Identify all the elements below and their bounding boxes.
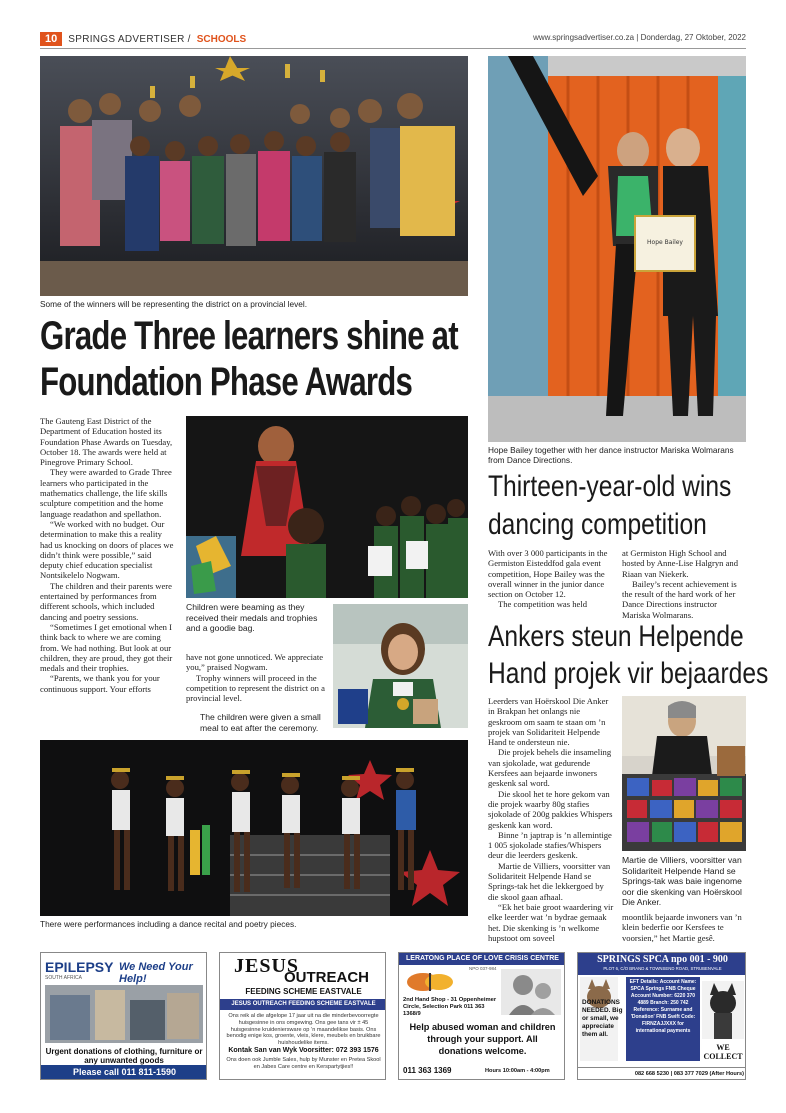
leratong-reg: NPO 037-984 <box>469 966 497 971</box>
donation-photo-caption: Martie de Villiers, voorsitter van Solidariteit Helpende Hand se Springs-tak was baie ingenome oor die skenking van Hoërskool Die Anker. <box>622 855 742 907</box>
story3-paragraph: “Ek het baie groot waardering vir elke leerder wat ’n bydrae gemaak het. Die skenking is ’n welkome hupstoot om soveel <box>488 901 614 943</box>
publication-name: SPRINGS ADVERTISER / <box>68 33 191 45</box>
dance-performance-photo <box>40 740 468 916</box>
butterfly-icon <box>403 971 457 993</box>
section-name: SCHOOLS <box>196 33 247 45</box>
medal-photo-caption: Children were beaming as they received their medals and trophies and a goodie bag. <box>186 602 318 633</box>
story3-paragraph: Binne ’n japtrap is ’n allemintige 1 005 sjokolade stafies/Whispers deur die leerders geskenk. <box>488 829 612 861</box>
story3-column-1 <box>488 696 616 944</box>
medal-ceremony-photo <box>186 416 468 598</box>
story3-headline-line1: Ankers steun Helpende <box>488 620 744 653</box>
epilepsy-tagline: We Need Your Help! <box>119 961 193 985</box>
spca-title: SPRINGS SPCA npo 001 - 900 <box>597 954 728 965</box>
story1-headline-line2: Foundation Phase Awards <box>40 360 413 404</box>
girl-with-trophy-photo <box>333 604 468 728</box>
dog-image <box>702 981 744 1039</box>
story3-column-2 <box>622 912 746 943</box>
donation-photo <box>622 696 746 851</box>
story1-paragraph: “Parents, we thank you for your continuous support. Your efforts <box>40 673 160 694</box>
epilepsy-ad <box>40 952 207 1080</box>
story1-paragraph: Trophy winners will proceed in the competition to represent the district on a provincial level. <box>186 672 325 704</box>
leratong-phone: 011 363 1369 <box>403 1066 452 1075</box>
jesus-subtitle: FEEDING SCHEME EASTVALE <box>245 987 362 996</box>
story2-paragraph: The competition was held <box>498 599 588 610</box>
story2-paragraph: Bailey’s recent achievement is the result of the hard work of her Dance Directions instructor Mariska Wolmarans. <box>622 578 737 620</box>
outreach-title: OUTREACH <box>284 969 369 986</box>
story1-paragraph: “We worked with no budget. Our determination to make this a reality had us knocking on doors of places we didn’t think were possible,” said deputy chief education specialist Nontsikelelo Nogwam. <box>40 518 174 581</box>
dance-photo-caption: There were performances including a dance recital and poetry pieces. <box>40 919 297 929</box>
header-rule <box>40 48 746 49</box>
jesus-outreach-ad <box>219 952 386 1080</box>
story1-column-1 <box>40 416 175 732</box>
leratong-ad <box>398 952 565 1080</box>
winners-photo-caption: Some of the winners will be representing the district on a provincial level. <box>40 299 308 309</box>
story1-paragraph: They were awarded to Grade Three learners who participated in the mathematics challenge, the life skills sculpture competition and the home language readathon and spellathon. <box>40 467 172 519</box>
jesus-body: Ons reik al die afgelope 17 jaar uit na die minderbevoorregte huisgesinne in ons omgewing. Ons gee tans vir ± 45 huisgesinne kruideniersware op ’n maandelikse basis. Ons benodig enige kos, groente, vleis, klere, meubels en bruikbare huishoudelike items. <box>226 1013 381 1047</box>
certificate-name: Hope Bailey <box>647 239 683 246</box>
story3-paragraph: Die skool het te hore gekom van die projek waarby 80g stafies sjokolade of 200g pakkies Whispers geskenk kan word. <box>488 788 613 830</box>
epilepsy-ad-image <box>45 985 203 1043</box>
leratong-shop: 2nd Hand Shop - 31 Oppenheimer Circle, Selection Park 011 363 1368/9 <box>403 997 497 1017</box>
dancer-photo-caption: Hope Bailey together with her dance instructor Mariska Wolmarans from Dance Directions. <box>488 445 734 465</box>
spca-ad <box>577 952 746 1080</box>
spca-header <box>578 953 746 975</box>
story3-paragraph: Martie de Villiers, voorsitter van Solidariteit Helpende Hand se Springs-tak het die lekkergoed by die skool gaan afhaal. <box>488 860 611 902</box>
jesus-title: JESUS <box>234 955 300 977</box>
story1-paragraph: The Gauteng East District of the Department of Education hosted its Foundation Phase Awards on Tuesday, October 18. The awards were held at Pinegrove Primary School. <box>40 416 173 468</box>
spca-eft-details: EFT Details: Account Name: SPCA Springs FNB Cheque Account Number: 6220 370 4889 Branch: 250 742 Reference: Surname and 'Donation' FNB Swift Code: FIRNZAJJXXX for international payments <box>626 977 700 1061</box>
story3-paragraph: Leerders van Hoërskool Die Anker in Brakpan het onlangs nie geskroom om saam te staan om ’n projek van Solidariteit Helpende Hand te ondersteun nie. <box>488 696 609 748</box>
story2-headline-line1: Thirteen-year-old wins <box>488 470 732 503</box>
story2-paragraph: at Germiston High School and hosted by Anne-Lise Halgryn and Riaan van Niekerk. <box>622 548 738 579</box>
story1-column-2 <box>186 652 326 703</box>
winners-group-photo <box>40 56 468 296</box>
leratong-title: LERATONG PLACE OF LOVE CRISIS CENTRE <box>399 953 565 965</box>
story3-paragraph: Die projek behels die insameling van sjokolade, wat gedurende Kersfees aan bejaarde inwoners geskenk sal word. <box>488 747 612 789</box>
epilepsy-text: Urgent donations of clothing, furniture or any unwanted goods <box>45 1047 203 1065</box>
story1-headline-line1: Grade Three learners shine at <box>40 314 458 358</box>
story1-paragraph: “Sometimes I get emotional when I think back to where we are coming from. We had nothing. But look at our children, they are proud, they got their medals and their trophies. <box>40 621 173 674</box>
epilepsy-sub-logo: SOUTH AFRICA <box>45 975 82 981</box>
page-number: 10 <box>40 32 62 46</box>
story2-column-1 <box>488 548 616 610</box>
story1-paragraph: The children and their parents were entertained by performances from different schools, which included dancing and poetry sessions. <box>40 580 172 622</box>
story2-headline-line2: dancing competition <box>488 508 707 541</box>
story1-paragraph: have not gone unnoticed. We appreciate you,” praised Nogwam. <box>186 652 324 673</box>
story2-paragraph: With over 3 000 participants in the Germiston Eisteddfod gala event competition, Hope Bailey was the overall winner in the junior dance section on October 12. <box>488 548 608 600</box>
jesus-footer: Ons doen ook Jumble Sales, hulp by Munster en Pretea Skool en Jabes Care centre en Kerspartytjies!! <box>226 1057 381 1070</box>
page-header <box>40 32 246 46</box>
jesus-bar: JESUS OUTREACH FEEDING SCHEME EASTVALE <box>220 999 386 1010</box>
epilepsy-logo: EPILEPSY <box>45 959 114 975</box>
leratong-hours: Hours 10:00am - 4:00pm <box>485 1068 550 1074</box>
leratong-help: Help abused woman and children through your support. All donations welcome. <box>409 1022 556 1056</box>
small-photo-caption: The children were given a small meal to eat after the ceremony. <box>200 712 321 733</box>
spca-phones: 082 668 5230 | 083 377 7029 (After Hours) <box>578 1067 746 1079</box>
spca-donations: DONATIONS NEEDED. Big or small, we appreciate them all. <box>582 999 623 1038</box>
story3-paragraph: moontlik bejaarde inwoners van ’n klein bederfie oor Kersfees te voorsien,” het Martie gesê. <box>622 912 742 943</box>
dancer-photo <box>488 56 746 442</box>
epilepsy-phone: Please call 011 811-1590 <box>41 1065 207 1079</box>
story2-column-2 <box>622 548 746 620</box>
mother-child-image <box>501 969 561 1015</box>
spca-collect: WE COLLECT <box>703 1043 743 1061</box>
story3-headline-line2: Hand projek vir bejaardes <box>488 657 769 690</box>
date-line: www.springsadvertiser.co.za | Donderdag, 27 Oktober, 2022 <box>533 33 746 42</box>
jesus-contact: Kontak San van Wyk Voorsitter: 072 393 1576 <box>228 1047 379 1054</box>
spca-address: PLOT 6, C/O BRAND & TOWNSEND ROAD, STRUBENVALE <box>603 966 722 971</box>
